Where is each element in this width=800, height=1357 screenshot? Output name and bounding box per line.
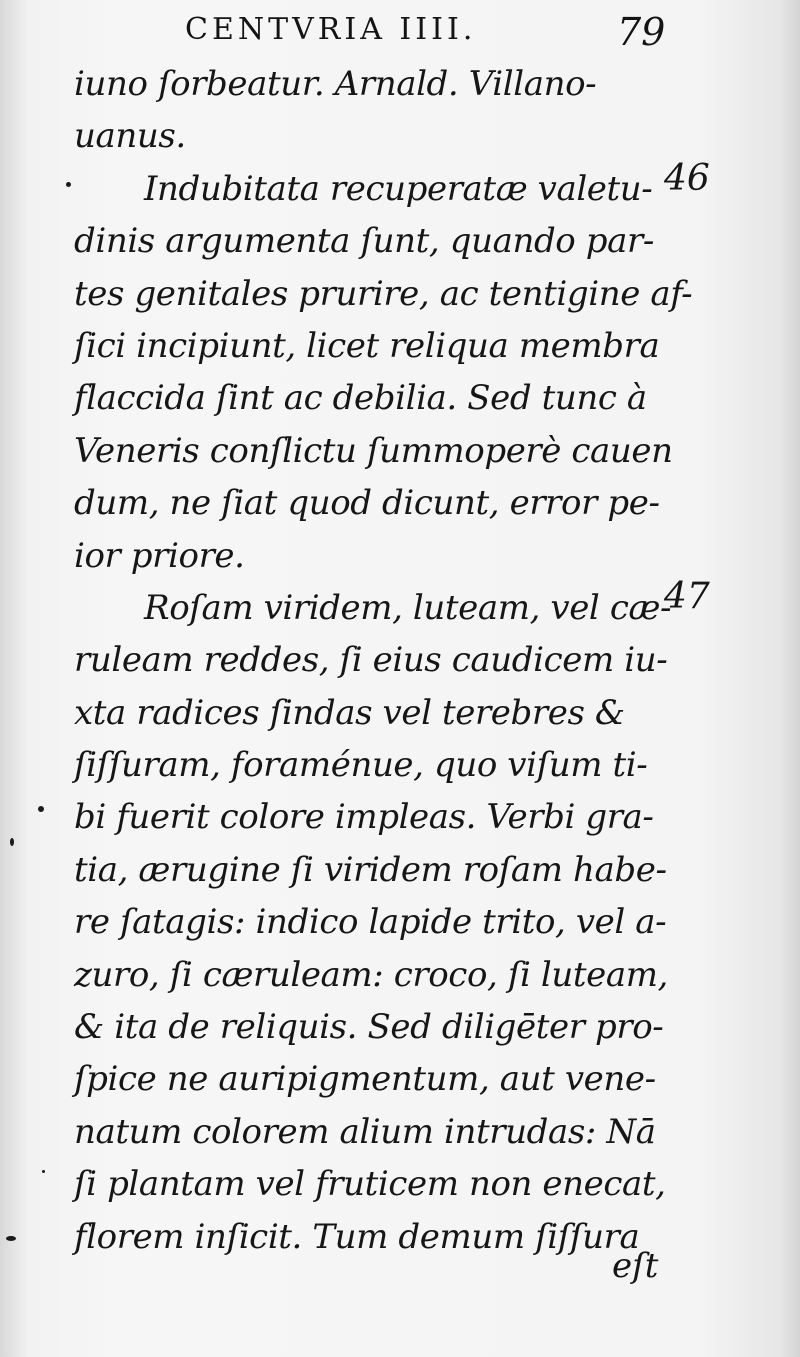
text-line: dinis argumenta ſunt, quando par- [74,221,654,262]
text-line: ior priore. [74,535,245,576]
marginal-number: 46 [664,158,710,199]
ink-speck [10,838,14,846]
page-number: 79 [617,10,666,54]
text-line: bi fuerit colore impleas. Verbi gra- [74,797,654,838]
text-line: uanus. [74,116,186,157]
ink-speck [42,1170,45,1173]
ink-speck [38,806,44,812]
text-line: florem inſicit. Tum demum ſiſſura [74,1216,640,1257]
text-line: zuro, ſi cæruleam: croco, ſi luteam, [74,954,668,995]
text-line: re ſatagis: indico lapide trito, vel a- [74,902,667,943]
marginal-number: 47 [664,576,710,617]
catchword: eſt [612,1246,659,1286]
text-line: Veneris conſlictu ſummoperè cauen [74,430,673,471]
text-line: tes genitales prurire, ac tentigine af- [74,273,693,314]
text-line: dum, ne ſiat quod dicunt, error pe- [74,483,660,524]
text-line: natum colorem alium intrudas: Nā [74,1111,656,1152]
text-line: ſi plantam vel fruticem non enecat, [74,1164,666,1205]
text-line: ruleam reddes, ſi eius caudicem iu- [74,640,668,681]
running-title: CENTVRIA IIII. [185,12,477,47]
text-line: flaccida ſint ac debilia. Sed tunc à [74,378,647,419]
text-line: & ita de reliquis. Sed diligēter pro- [74,1007,664,1048]
text-line: tia, ærugine ſi viridem roſam habe- [74,849,667,890]
text-line: iuno ſorbeatur. Arnald. Villano- [74,64,597,104]
text-line: ſiſſuram, foraménue, quo viſum ti- [74,745,648,786]
text-line: ſpice ne auripigmentum, aut vene- [74,1059,656,1100]
text-line: ſici incipiunt, licet reliqua membra [74,325,660,366]
ink-speck [6,1236,16,1241]
page-header [0,6,800,56]
text-line: Indubitata recuperatæ valetu- [144,168,653,209]
text-line: xta radices ſindas vel terebres & [74,692,625,733]
text-line: Roſam viridem, luteam, vel cæ- [144,587,672,628]
ink-speck [66,182,71,187]
